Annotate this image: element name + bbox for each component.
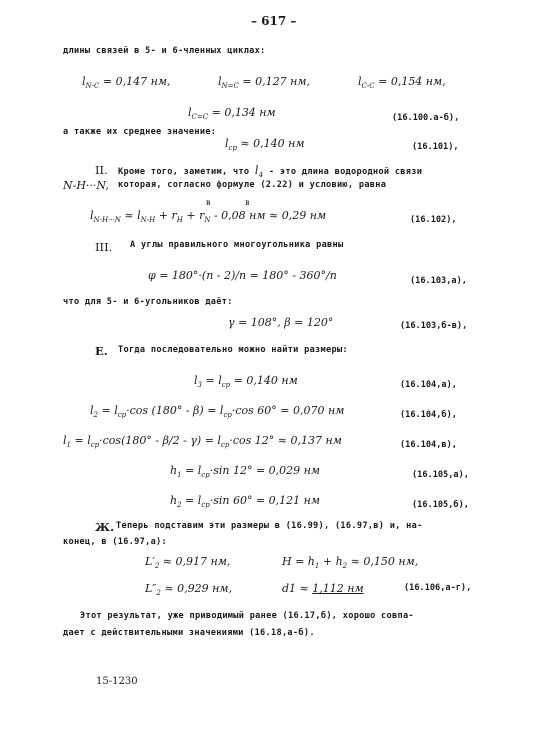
eq-label-16-106: (16.106,а-г), [404,583,472,593]
eq-l3: $l_3 = l_{ср} = 0,140$ нм [194,374,298,390]
eq-bond-ndc: $l_{N=C} = 0,127$ нм, [218,75,310,91]
eq-d1: d1 ≈ 1,112 нм [282,582,364,595]
intro-text: длины связей в 5- и 6-членных циклах: [63,46,266,56]
eq-label-16-104b: (16.104,б), [400,410,457,420]
sup-b-1: в [206,198,211,207]
eq-label-16-103b: (16.103,б-в), [400,321,468,331]
sectionZh-line2: конец, в (16.97,а): [63,537,168,547]
eq-label-16-104a: (16.104,а), [400,380,457,390]
eq-label-16-101: (16.101), [412,142,459,152]
eq-hbond: $l_{N-H\cdot\cdot\cdot N} \approx l_{N-H} + r_H + r_N - 0,08$ нм ≈ 0,29 нм [90,209,327,225]
eq-l2: $l_2 = l_{ср}\cdot\cos$ $(180^\circ - \beta) = l_{ср}\cdot\cos$ 60° = 0,070 нм [90,404,345,420]
section-letter-e: Е. [95,344,108,358]
eq-l1: $l_1 = l_{ср}\cdot\cos(180^\circ - \beta/2 - \gamma) = l_{ср}\cdot\cos$ 12° ≈ 0,137 нм [63,434,342,450]
eq-label-16-103a: (16.103,а), [410,276,467,286]
eq-label-16-104c: (16.104,в), [400,440,457,450]
section2-prefix: N-H···N, [63,179,109,192]
sectionZh-line1: Теперь подставим эти размеры в (16.99), (16.97,в) и, на- [116,521,423,531]
section-roman-ii: II. [95,163,108,177]
section3-text: А углы правильного многоугольника равны [130,240,344,250]
eq-H: $H = h_1 + h_2 \approx 0,150$ нм, [282,555,419,571]
footer-signature: 15-1230 [96,676,138,687]
eq-label-16-105a: (16.105,а), [412,470,469,480]
d1-value: 1,112 нм [312,582,364,595]
eq-bond-nc: $l_{N-C} = 0,147$ нм, [82,75,171,91]
closing-line1: Этот результат, уже приводимый ранее (16.17,б), хорошо совпа- [80,611,414,621]
eq-bond-cc: $l_{C-C} = 0,154$ нм, [358,75,446,91]
eq-l2-double-prime: $L''_2 \approx 0,929$ нм, [145,582,232,598]
eq-label-16-100: (16.100.а-б), [392,113,460,123]
eq-avg: $l_{ср} \approx 0,140$ нм [225,137,305,153]
section2-line2: которая, согласно формуле (2.22) и условию, равна [118,180,387,190]
eq-label-16-105b: (16.105,б), [412,500,469,510]
eq-h2: $h_2 = l_{ср}\cdot\sin$ 60° = 0,121 нм [170,494,321,510]
eq-angle: φ = 180°·(n - 2)/n = 180° - 360°/n [148,269,337,282]
sectionE-text: Тогда последовательно можно найти размеры: [118,345,348,355]
eq-h1: $h_1 = l_{ср}\cdot\sin$ 12° = 0,029 нм [170,464,321,480]
sup-b-2: в [245,198,250,207]
eq-label-16-102: (16.102), [410,215,457,225]
section-letter-zh: Ж. [95,520,115,534]
page-number: – 617 – [251,14,297,28]
eq-l2-prime: $L'_2 \approx 0,917$ нм, [145,555,231,571]
poly-line: что для 5- и 6-угольников даёт: [63,297,233,307]
eq-gamma-beta: γ = 108°, β = 120° [228,316,334,329]
closing-line2: дает с действительными значениями (16.18,а-б). [63,628,315,638]
section-roman-iii: III. [95,240,113,254]
avg-intro: а также их среднее значение: [63,127,217,137]
eq-bond-cdc: $l_{C=C} = 0,134$ нм [188,106,276,122]
section2-line1: Кроме того, заметим, что $l_4$ - это длина водородной связи [118,164,423,180]
